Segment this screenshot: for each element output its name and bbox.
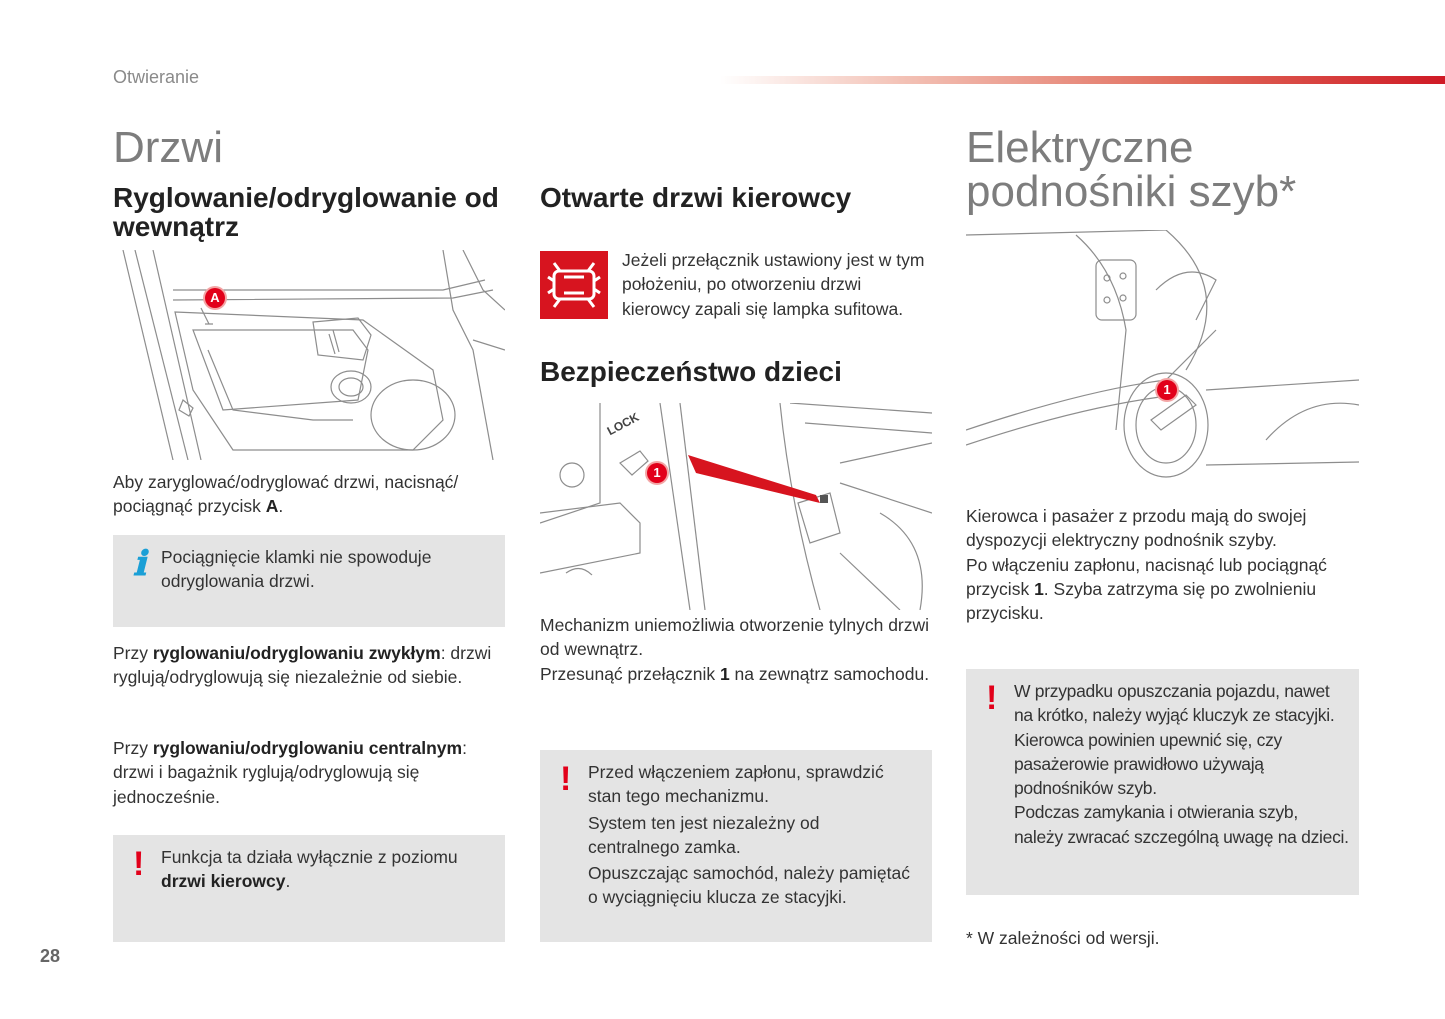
child-lock-warning (540, 750, 932, 942)
subtitle-child-safety: Bezpieczeństwo dzieci (540, 356, 842, 387)
info-icon: ℹ (133, 544, 146, 584)
child-lock-warning-text: Przed włączeniem zapłonu, sprawdzić stan tego mechanizmu. System ten jest niezależny od centralnego zamka. Opuszczając samochód, należy pamiętać o wyciągnięciu klucza ze stacyjki. (588, 762, 910, 908)
child-lock-text: Mechanizm uniemożliwia otworzenie tylnych drzwi od wewnątrz. Przesunąć przełącznik 1 na zewnątrz samochodu. (540, 615, 930, 684)
callout-a-badge: A (205, 288, 225, 308)
page-number: 28 (40, 946, 61, 966)
callout-1-badge: 1 (1157, 380, 1177, 400)
subtitle-driver-door: Otwarte drzwi kierowcy (540, 182, 852, 213)
windows-text: Kierowca i pasażer z przodu mają do swojej dyspozycji elektryczny podnośnik szyby. Po włączeniu zapłonu, nacisnąć lub pociągnąć przycisk 1. Szyba zatrzyma się po zwolnieniu przycisku. (966, 506, 1327, 624)
windows-warning-text: W przypadku opuszczania pojazdu, nawet na krótko, należy wyjąć kluczyk ze stacyjki. Kierowca powinien upewnić się, czy pasażerowie prawidłowo używają podnośników szyb. Podczas zamykania i otwierania szyb, należy zwracać szczególną uwagę na dzieci. (1014, 681, 1349, 847)
warning-icon: ! (560, 760, 572, 798)
warning-icon: ! (986, 679, 998, 717)
footnote: * W zależności od wersji. (966, 928, 1160, 948)
header-accent-bar (720, 76, 1445, 84)
central-locking-text: Przy ryglowaniu/odryglowaniu centralnym: drzwi i bagażnik ryglują/odryglowują się jednocześnie. (113, 738, 467, 807)
driver-door-warning (113, 835, 505, 942)
lock-instruction: Aby zaryglować/odryglować drzwi, nacisnąć/ pociągnąć przycisk A. (113, 472, 459, 517)
driver-door-warning-text: Funkcja ta działa wyłącznie z poziomu drzwi kierowcy. (161, 847, 458, 892)
door-light-text: Jeżeli przełącznik ustawiony jest w tym położeniu, po otworzeniu drzwi kierowcy zapali się lampka sufitowa. (622, 250, 925, 319)
lock-label: LOCK (604, 409, 642, 439)
warning-icon: ! (133, 845, 145, 883)
windows-title: Elektryczne podnośniki szyb* (966, 123, 1297, 216)
windows-warning (966, 669, 1359, 895)
info-note-text: Pociągnięcie klamki nie spowoduje odryglowania drzwi. (161, 547, 432, 592)
window-switch-illustration (966, 230, 1359, 492)
page-title: Drzwi (113, 123, 223, 172)
section-label: Otwieranie (113, 67, 200, 87)
door-panel-illustration (113, 250, 505, 460)
callout-1-badge: 1 (647, 463, 667, 483)
child-lock-illustration (540, 403, 932, 610)
subtitle-locking: Ryglowanie/odryglowanie od wewnątrz (113, 182, 499, 242)
normal-locking-text: Przy ryglowaniu/odryglowaniu zwykłym: drzwi ryglują/odryglowują się niezależnie od siebie. (113, 643, 492, 688)
info-note (113, 535, 505, 627)
door-open-light-icon (540, 251, 608, 319)
